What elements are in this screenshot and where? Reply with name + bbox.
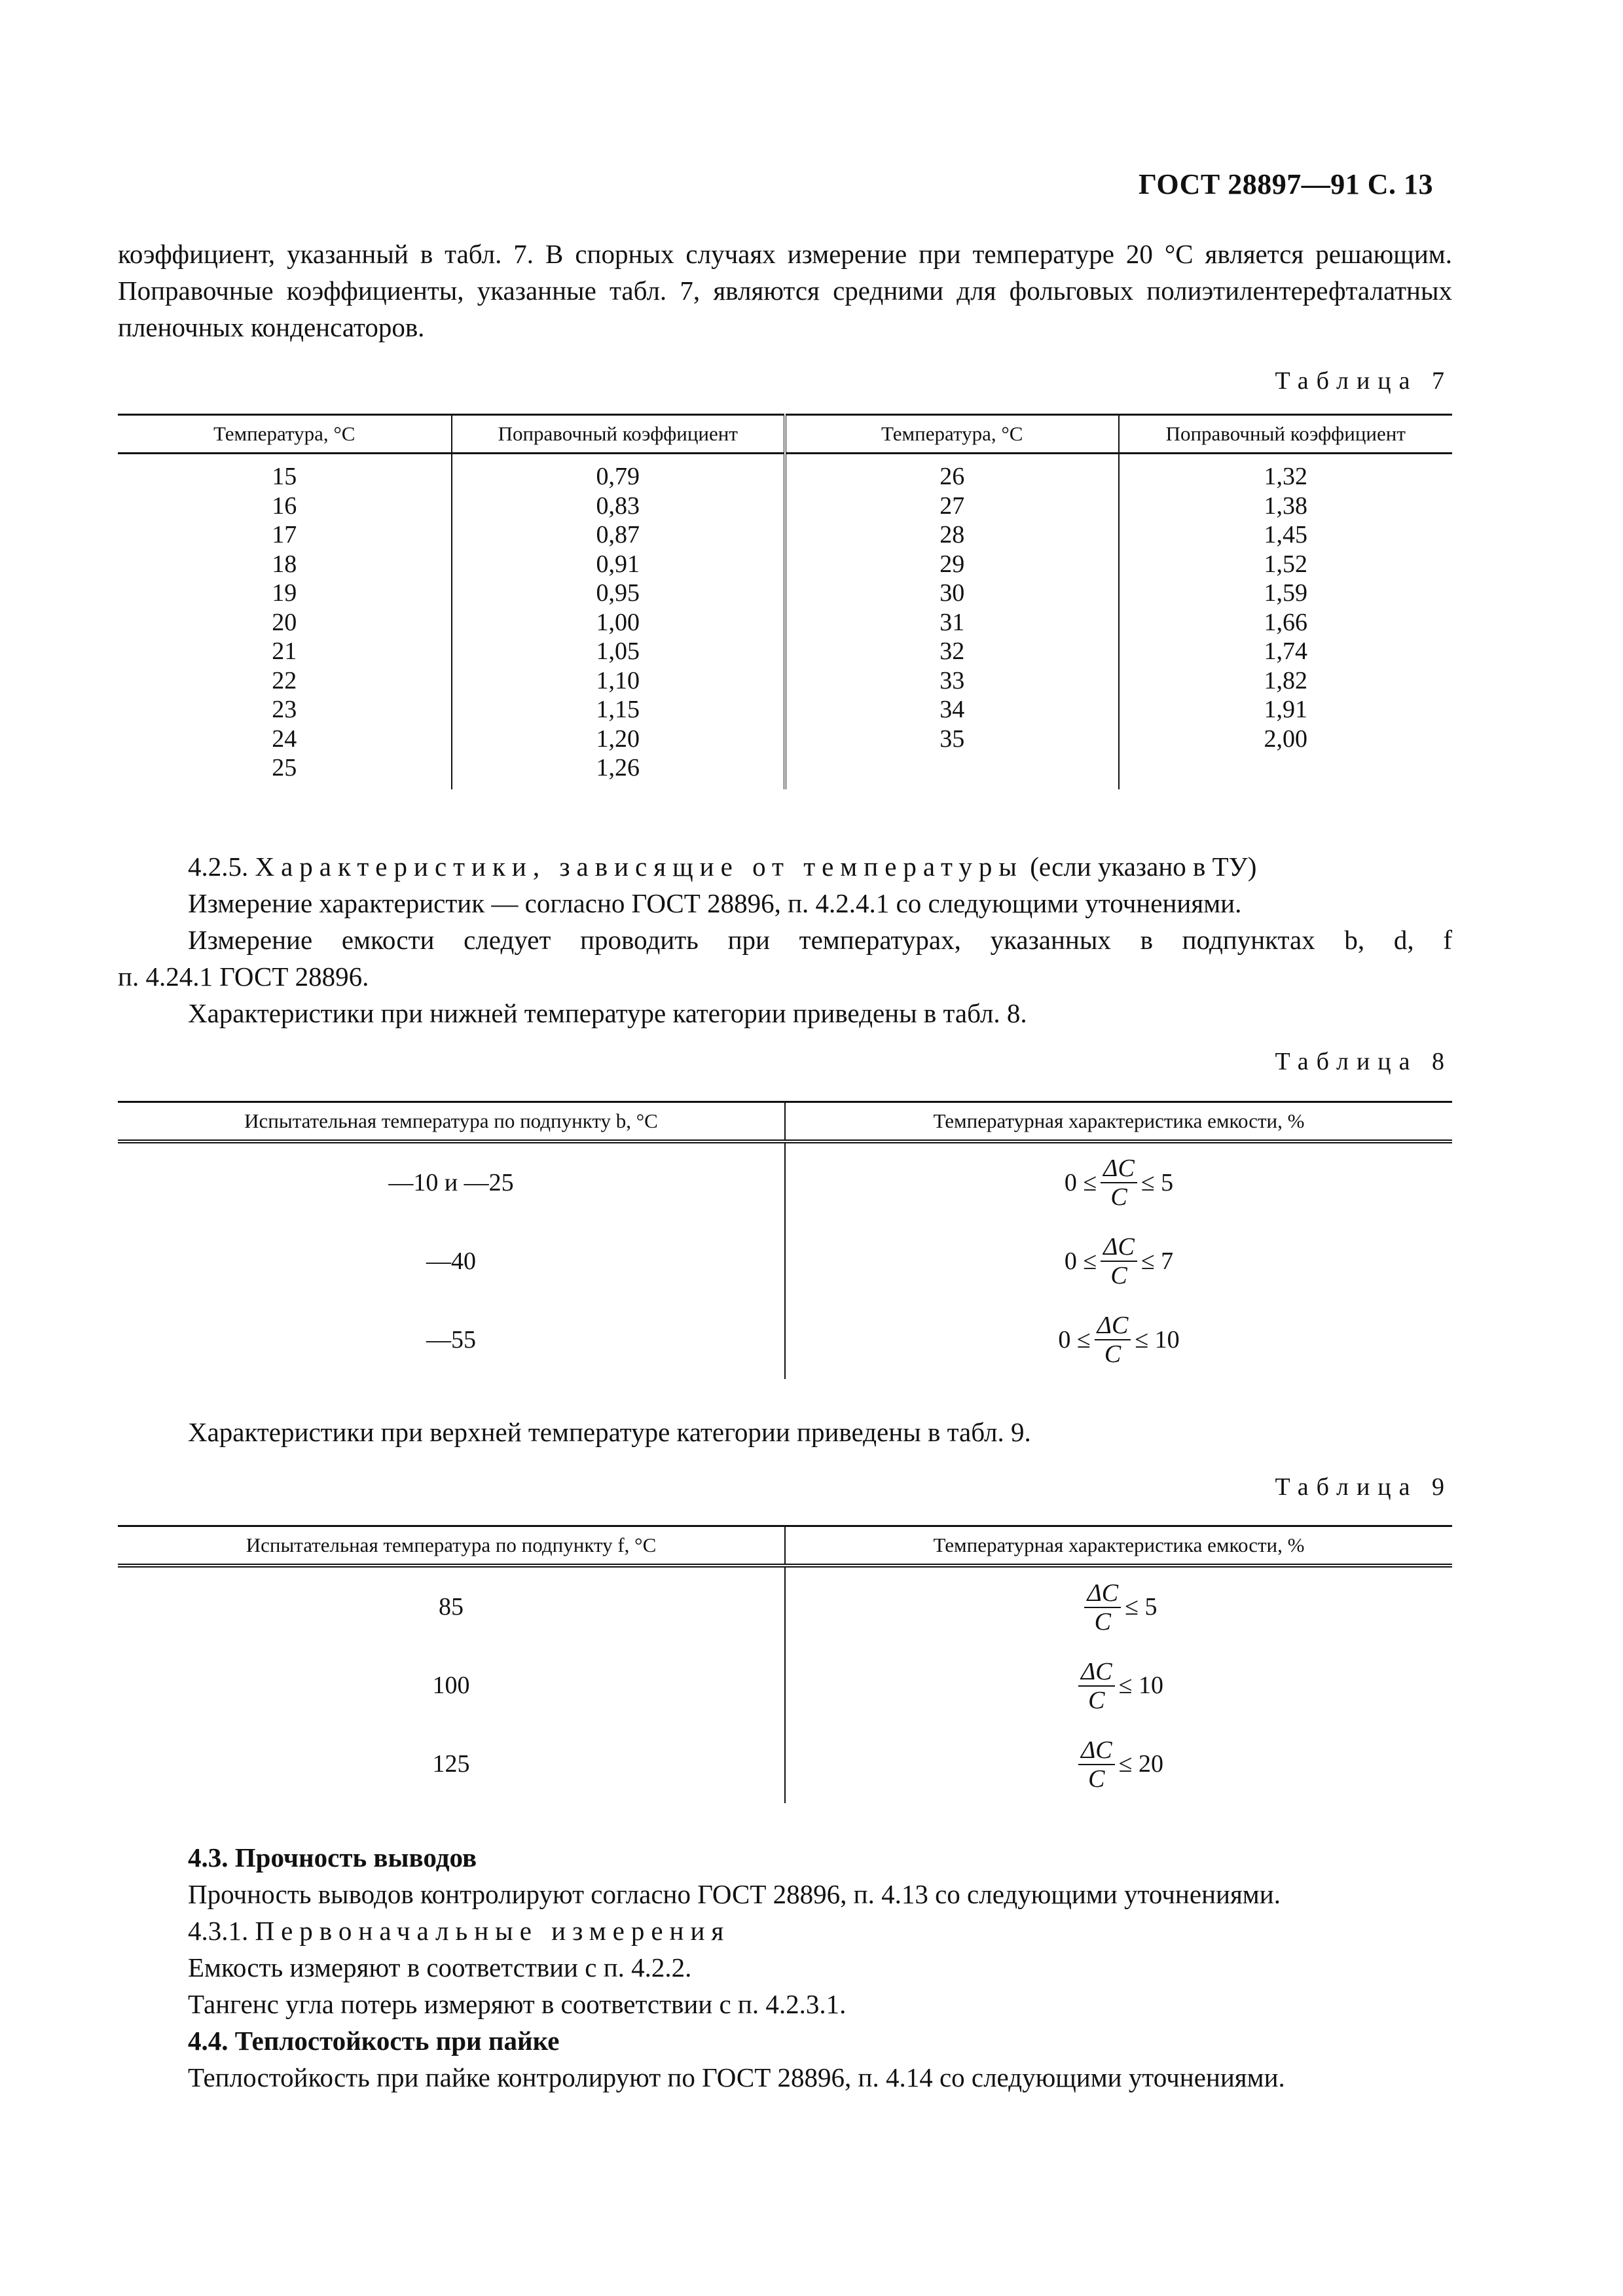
table7-cell: 0,91 xyxy=(596,550,640,578)
table9-formula-cell xyxy=(785,1725,1452,1803)
table7-cell: 32 xyxy=(939,637,965,665)
table7-header-temp1: Температура, °С xyxy=(118,415,452,454)
table8-row xyxy=(118,1300,1452,1379)
table7-cell: 27 xyxy=(939,492,965,520)
section-425-suffix: (если указано в ТУ) xyxy=(1030,852,1257,882)
table7-cell: 33 xyxy=(939,666,965,694)
formula-fraction xyxy=(1101,1155,1137,1211)
section-44-heading: 4.4. Теплостойкость при пайке xyxy=(188,2026,560,2056)
formula-fraction xyxy=(1078,1658,1115,1714)
table9-temp-cell: 85 xyxy=(439,1592,464,1621)
table8-temp-cell: —55 xyxy=(426,1325,476,1354)
table9-formula-cell xyxy=(785,1566,1452,1646)
table7-cell: 23 xyxy=(272,696,297,723)
table7-cell: 0,87 xyxy=(596,521,640,548)
table7-cell: 1,91 xyxy=(1264,696,1307,723)
table8-row xyxy=(118,1141,1452,1222)
table7-cell: 31 xyxy=(939,608,965,636)
table7-cell: 28 xyxy=(939,521,965,548)
delta-c-formula xyxy=(1074,1736,1163,1793)
section-43-heading: 4.3. Прочность выводов xyxy=(188,1842,477,1873)
section-431-title: Первоначальные измерения xyxy=(255,1916,731,1946)
fraction-numerator: ΔC xyxy=(1101,1233,1137,1262)
table9-formula-cell xyxy=(785,1646,1452,1725)
section-431-number: 4.3.1. xyxy=(188,1916,249,1946)
formula-fraction xyxy=(1095,1312,1131,1368)
formula-rhs: ≤ 10 xyxy=(1118,1672,1163,1700)
fraction-numerator: ΔC xyxy=(1084,1579,1121,1608)
table7-cell: 1,10 xyxy=(596,666,640,694)
intro-paragraph: коэффициент, указанный в табл. 7. В спорных случаях измерение при температуре 20 °С является решающим. Поправочные коэффициенты, указанные табл. 7, являются средними для фольговых полиэтилентерефталатных пленочных конденсаторов. xyxy=(118,239,1452,342)
table7-header-coef1: Поправочный коэффициент xyxy=(452,415,786,454)
table7-cell: 2,00 xyxy=(1264,725,1307,753)
formula-fraction xyxy=(1078,1736,1115,1793)
table8-formula-cell xyxy=(785,1300,1452,1379)
table7-cell: 1,32 xyxy=(1264,463,1307,490)
delta-c-formula xyxy=(1065,1155,1173,1211)
table7-cell: 1,74 xyxy=(1264,637,1307,665)
table7-cell: 0,83 xyxy=(596,492,640,520)
table7-cell: 0,79 xyxy=(596,463,640,490)
table9-row xyxy=(118,1646,1452,1725)
table7-header-coef2: Поправочный коэффициент xyxy=(1119,415,1453,454)
table9-row xyxy=(118,1566,1452,1646)
table7-cell: 21 xyxy=(272,637,297,665)
section-425-title-line xyxy=(188,848,1452,885)
table7-cell: 1,15 xyxy=(596,696,640,723)
section-43-line2: Емкость измеряют в соответствии с п. 4.2.2. xyxy=(188,1952,692,1982)
table7-cell: 0,95 xyxy=(596,579,640,607)
formula-rhs: ≤ 20 xyxy=(1118,1750,1163,1778)
table7-cell: 16 xyxy=(272,492,297,520)
table8-header-temp: Испытательная температура по подпункту b, °С xyxy=(118,1102,785,1142)
section-425-line1: Измерение характеристик — согласно ГОСТ 28896, п. 4.2.4.1 со следующими уточнениями. xyxy=(188,888,1242,918)
table7-cell: 17 xyxy=(272,521,297,548)
formula-fraction xyxy=(1101,1233,1137,1289)
table7-cell: 35 xyxy=(939,725,965,753)
delta-c-formula xyxy=(1074,1658,1163,1714)
table7-cell: 1,00 xyxy=(596,608,640,636)
formula-rhs: ≤ 7 xyxy=(1140,1247,1174,1275)
table7-col-temp2 xyxy=(785,454,1119,790)
table7-cell: 1,82 xyxy=(1264,666,1307,694)
page-header: ГОСТ 28897—91 С. 13 xyxy=(1138,168,1433,200)
table8-caption: Таблица 8 xyxy=(1275,1048,1452,1075)
delta-c-formula xyxy=(1065,1233,1173,1289)
formula-lhs: 0 ≤ xyxy=(1058,1325,1091,1354)
table7-cell: 26 xyxy=(939,463,965,490)
section-425-title: Характеристики, зависящие от температуры xyxy=(255,852,1023,882)
formula-rhs: ≤ 10 xyxy=(1135,1325,1180,1354)
table9-header-temp: Испытательная температура по подпункту f, °С xyxy=(118,1526,785,1566)
table7-cell: 30 xyxy=(939,579,965,607)
formula-lhs: 0 ≤ xyxy=(1064,1247,1097,1275)
table7-cell: 1,45 xyxy=(1264,521,1307,548)
table8-header-char: Температурная характеристика емкости, % xyxy=(785,1102,1452,1142)
table7-cell: 34 xyxy=(939,696,965,723)
table7-cell: 25 xyxy=(272,754,297,781)
section-425-line4: Характеристики при нижней температуре категории приведены в табл. 8. xyxy=(188,998,1027,1028)
table8-temp-cell: —40 xyxy=(426,1247,476,1275)
fraction-numerator: ΔC xyxy=(1078,1658,1115,1687)
section-425-number: 4.2.5. xyxy=(188,852,249,882)
table9-row xyxy=(118,1725,1452,1803)
fraction-denominator: C xyxy=(1088,1765,1105,1793)
table9-caption: Таблица 9 xyxy=(1275,1473,1452,1501)
table9-header-char: Температурная характеристика емкости, % xyxy=(785,1526,1452,1566)
delta-c-formula xyxy=(1058,1312,1179,1368)
table7-cell: 18 xyxy=(272,550,297,578)
table7-caption: Таблица 7 xyxy=(1275,367,1452,395)
table7-cell: 20 xyxy=(272,608,297,636)
fraction-denominator: C xyxy=(1094,1607,1111,1636)
formula-rhs: ≤ 5 xyxy=(1125,1593,1158,1621)
table8-row xyxy=(118,1222,1452,1300)
table7-cell: 1,59 xyxy=(1264,579,1307,607)
table9-temp-cell: 100 xyxy=(432,1671,470,1699)
fraction-numerator: ΔC xyxy=(1101,1155,1137,1183)
fraction-denominator: C xyxy=(1088,1686,1105,1714)
table8-formula-cell xyxy=(785,1141,1452,1222)
table7-cell: 1,20 xyxy=(596,725,640,753)
section-44-line1: Теплостойкость при пайке контролируют по ГОСТ 28896, п. 4.14 со следующими уточнениями. xyxy=(188,2062,1285,2092)
table7-cell: 1,26 xyxy=(596,754,640,781)
table7-cell: 29 xyxy=(939,550,965,578)
formula-lhs: 0 ≤ xyxy=(1064,1168,1097,1196)
section-425-line2: Измерение емкости следует проводить при температурах, указанных в подпунктах b, d, f xyxy=(188,925,1452,955)
fraction-denominator: C xyxy=(1104,1340,1122,1368)
table7-cell: 1,52 xyxy=(1264,550,1307,578)
table9-temp-cell: 125 xyxy=(432,1749,470,1778)
table7-cell: 1,38 xyxy=(1264,492,1307,520)
table8 xyxy=(118,1101,1452,1379)
table7-cell: 22 xyxy=(272,666,297,694)
section-43-line1: Прочность выводов контролируют согласно ГОСТ 28896, п. 4.13 со следующими уточнениями. xyxy=(188,1879,1281,1909)
table7 xyxy=(118,414,1452,789)
fraction-numerator: ΔC xyxy=(1078,1736,1115,1765)
table7-cell: 1,05 xyxy=(596,637,640,665)
table7-cell: 24 xyxy=(272,725,297,753)
table7-cell: 1,66 xyxy=(1264,608,1307,636)
table7-col-temp1 xyxy=(118,454,452,790)
fraction-denominator: C xyxy=(1110,1262,1127,1289)
table8-temp-cell: —10 и —25 xyxy=(388,1168,514,1196)
section-425-line3: п. 4.24.1 ГОСТ 28896. xyxy=(118,961,369,992)
fraction-numerator: ΔC xyxy=(1095,1312,1131,1340)
table7-col-coef1 xyxy=(452,454,786,790)
table7-header-temp2: Температура, °С xyxy=(785,415,1119,454)
delta-c-formula xyxy=(1080,1579,1157,1636)
table7-cell: 15 xyxy=(272,463,297,490)
formula-rhs: ≤ 5 xyxy=(1140,1168,1174,1196)
section-431-line xyxy=(188,1912,1452,1949)
formula-fraction xyxy=(1084,1579,1121,1636)
table7-col-coef2 xyxy=(1119,454,1453,790)
fraction-denominator: C xyxy=(1110,1183,1127,1211)
table7-cell: 19 xyxy=(272,579,297,607)
section-43-line3: Тангенс угла потерь измеряют в соответствии с п. 4.2.3.1. xyxy=(188,1989,847,2019)
table8-formula-cell xyxy=(785,1222,1452,1300)
after-table8-text: Характеристики при верхней температуре категории приведены в табл. 9. xyxy=(188,1417,1031,1447)
table9 xyxy=(118,1525,1452,1803)
